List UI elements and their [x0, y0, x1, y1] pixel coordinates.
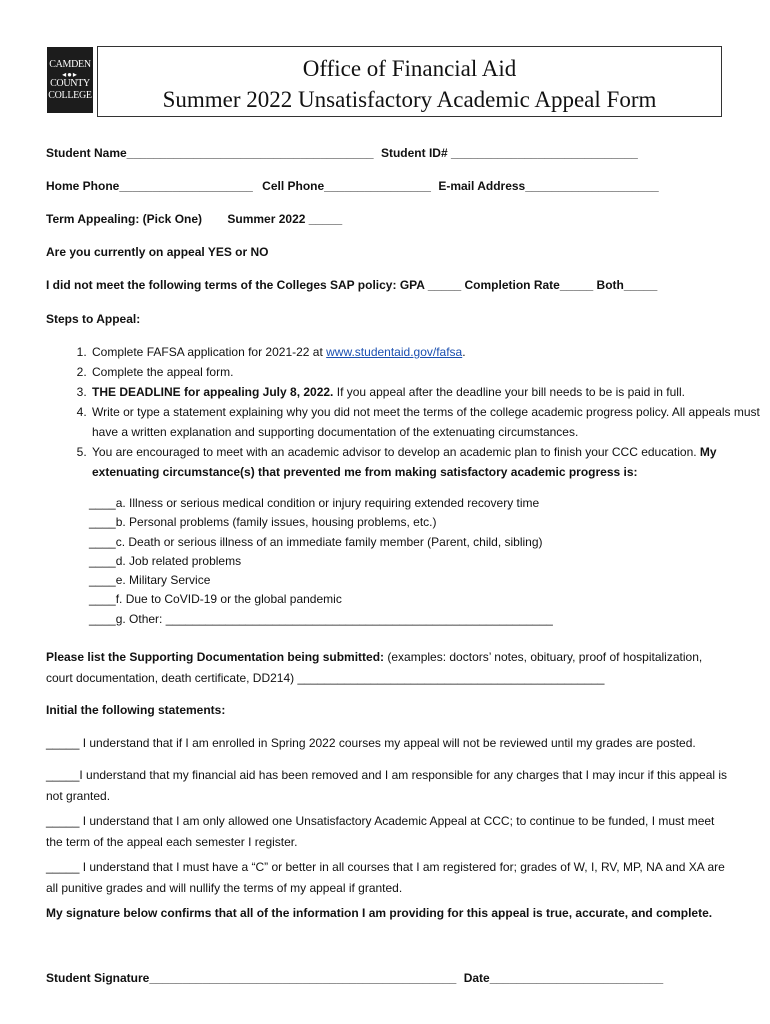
logo-arrows: ◂●▸ — [62, 69, 78, 79]
logo-line-2: COUNTY — [50, 77, 90, 89]
initial-statement-3[interactable]: _____ I understand that I am only allowed one Unsatisfactory Academic Appeal at CCC; to continue to be funded, I must meet the term of the appeal each semester I register. — [46, 814, 715, 849]
home-phone-field[interactable]: Home Phone____________________ — [46, 179, 253, 193]
student-id-field[interactable]: Student ID# ____________________________ — [380, 146, 638, 160]
circumstance-d[interactable]: ____d. Job related problems — [89, 553, 242, 568]
college-logo — [47, 47, 93, 113]
documentation-label: Please list the Supporting Documentation being submitted: — [46, 650, 385, 664]
circumstance-a[interactable]: ____a. Illness or serious medical condition or injury requiring extended recovery time — [89, 496, 540, 510]
supporting-documentation[interactable] — [46, 647, 728, 688]
email-field[interactable]: E-mail Address____________________ — [438, 179, 659, 193]
step-5 — [90, 442, 770, 482]
circumstance-c[interactable]: ____c. Death or serious illness of an immediate family member (Parent, child, sibling) — [89, 534, 543, 549]
logo-line-1: CAMDEN — [49, 58, 91, 70]
form-title: Summer 2022 Unsatisfactory Academic Appeal Form — [162, 87, 657, 112]
studentaid-link[interactable]: www.studentaid.gov/fafsa — [326, 345, 463, 359]
step-1 — [90, 342, 770, 362]
phone-row — [46, 179, 659, 193]
documentation-examples: (examples: doctors’ notes, obituary, proof of hospitalization, court documentation, death certificate, DD214) ______________________________________________ — [46, 650, 703, 685]
on-appeal-question[interactable]: Are you currently on appeal YES or NO — [46, 245, 269, 259]
circumstance-e[interactable]: ____e. Military Service — [89, 573, 211, 588]
initial-statement-4[interactable]: _____ I understand that I must have a “C” or better in all courses that I am registered for; grades of W, I, RV, MP, NA and XA are all punitive grades and will nullify the terms of my appeal if granted. — [46, 860, 725, 895]
form-title-box — [97, 46, 722, 117]
deadline-text: THE DEADLINE for appealing July 8, 2022. — [92, 385, 334, 399]
initials-heading: Initial the following statements: — [46, 703, 226, 717]
sap-terms-question[interactable]: I did not meet the following terms of the Colleges SAP policy: GPA _____ Completion Rate_____ Both_____ — [46, 278, 658, 292]
student-name-row — [46, 146, 638, 160]
term-option-summer[interactable]: Summer 2022 _____ — [227, 212, 343, 226]
step-2: 2. Complete the appeal form. — [90, 362, 770, 382]
student-signature-field[interactable]: Student Signature______________________________________________ — [46, 971, 457, 985]
office-title: Office of Financial Aid — [302, 56, 517, 81]
step-5-text: You are encouraged to meet with an academic advisor to develop an academic plan to finish your CCC education. — [92, 445, 700, 459]
step-3-text: If you appeal after the deadline your bill needs to be is paid in full. — [333, 385, 685, 399]
circumstance-f[interactable]: ____f. Due to CoVID-19 or the global pandemic — [89, 592, 342, 607]
step-4: 4. Write or type a statement explaining why you did not meet the terms of the college academic progress policy. All appeals must have a written explanation and supporting documentation of the extenuating circumstances. — [90, 402, 770, 442]
circumstance-g[interactable]: ____g. Other: __________________________________________________________ — [89, 611, 553, 626]
signature-confirmation: My signature below confirms that all of the information I am providing for this appeal is true, accurate, and complete. — [46, 906, 713, 920]
initial-statement-2[interactable]: _____I understand that my financial aid has been removed and I am responsible for any charges that I may incur if this appeal is not granted. — [46, 768, 728, 803]
logo-line-3: COLLEGE — [48, 89, 92, 101]
step-1-text: Complete FAFSA application for 2021-22 at — [92, 345, 327, 359]
circumstance-prompt: My extenuating circumstance(s) that prevented me from making satisfactory academic progress is: — [92, 445, 717, 479]
circumstance-list — [89, 494, 553, 629]
term-row — [46, 212, 342, 226]
step-1-end: . — [462, 345, 466, 359]
cell-phone-field[interactable]: Cell Phone________________ — [262, 179, 431, 193]
term-label: Term Appealing: (Pick One) — [46, 212, 203, 226]
student-name-field[interactable]: Student Name_____________________________________ — [46, 146, 374, 160]
date-field[interactable]: Date__________________________ — [463, 971, 664, 985]
steps-heading: Steps to Appeal: — [46, 312, 141, 326]
initial-statement-1[interactable]: _____ I understand that if I am enrolled in Spring 2022 courses my appeal will not be reviewed until my grades are posted. — [46, 736, 696, 750]
step-3 — [90, 382, 770, 402]
circumstance-b[interactable]: ____b. Personal problems (family issues, housing problems, etc.) — [89, 515, 437, 530]
steps-list — [46, 342, 770, 482]
signature-row — [46, 971, 663, 985]
